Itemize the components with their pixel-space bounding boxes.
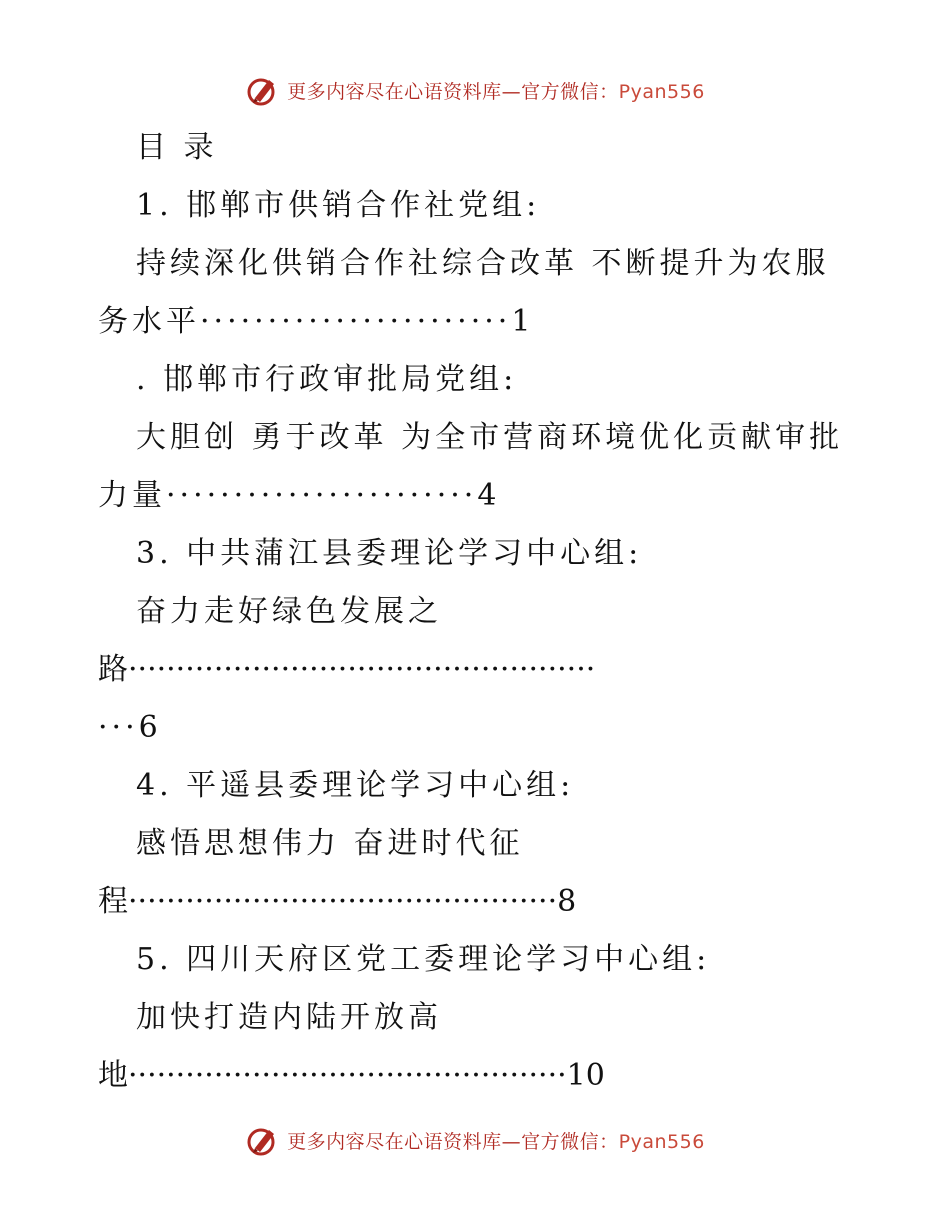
toc-entry-heading: 5. 四川天府区党工委理论学习中心组:	[136, 942, 711, 977]
pen-logo-icon	[245, 72, 281, 108]
banner-content	[245, 1122, 705, 1158]
toc-entry-heading: 4. 平遥县委理论学习中心组:	[136, 768, 575, 803]
toc-entry-heading: . 邯郸市行政审批局党组:	[136, 362, 518, 397]
toc-entry-title-cont: 程·············································8	[98, 884, 577, 919]
banner-text: 更多内容尽在心语资料库—官方微信：Pyan556	[287, 80, 705, 103]
toc-entry-title-cont: 力量·······················4	[98, 478, 501, 513]
toc-entry-title-cont: 务水平·······················1	[98, 304, 535, 339]
toc-entry-title: 加快打造内陆开放高	[136, 1000, 442, 1035]
pen-logo-icon	[245, 1122, 281, 1158]
toc-entry-heading: 1. 邯郸市供销合作社党组:	[136, 188, 541, 223]
toc-entry-title-cont: 地··············································10	[98, 1058, 605, 1093]
toc-entry-heading: 3. 中共蒲江县委理论学习中心组:	[136, 536, 643, 571]
toc-entry-title: 奋力走好绿色发展之	[136, 594, 442, 629]
toc-entry-title: 持续深化供销合作社综合改革 不断提升为农服	[136, 246, 830, 281]
banner-text: 更多内容尽在心语资料库—官方微信：Pyan556	[287, 1130, 705, 1153]
toc-entry-page-number: ···6	[98, 710, 162, 745]
wechat-id: Pyan556	[618, 80, 705, 103]
toc-entry-title: 感悟思想伟力 奋进时代征	[136, 826, 524, 861]
toc-title: 目 录	[136, 130, 218, 165]
toc-entry-title-cont: 路·················································	[98, 652, 596, 687]
wechat-id: Pyan556	[618, 1130, 705, 1153]
header-banner	[0, 70, 950, 110]
banner-content	[245, 72, 705, 108]
footer-banner	[0, 1120, 950, 1160]
toc-entry-title: 大胆创 勇于改革 为全市营商环境优化贡献审批	[136, 420, 844, 455]
